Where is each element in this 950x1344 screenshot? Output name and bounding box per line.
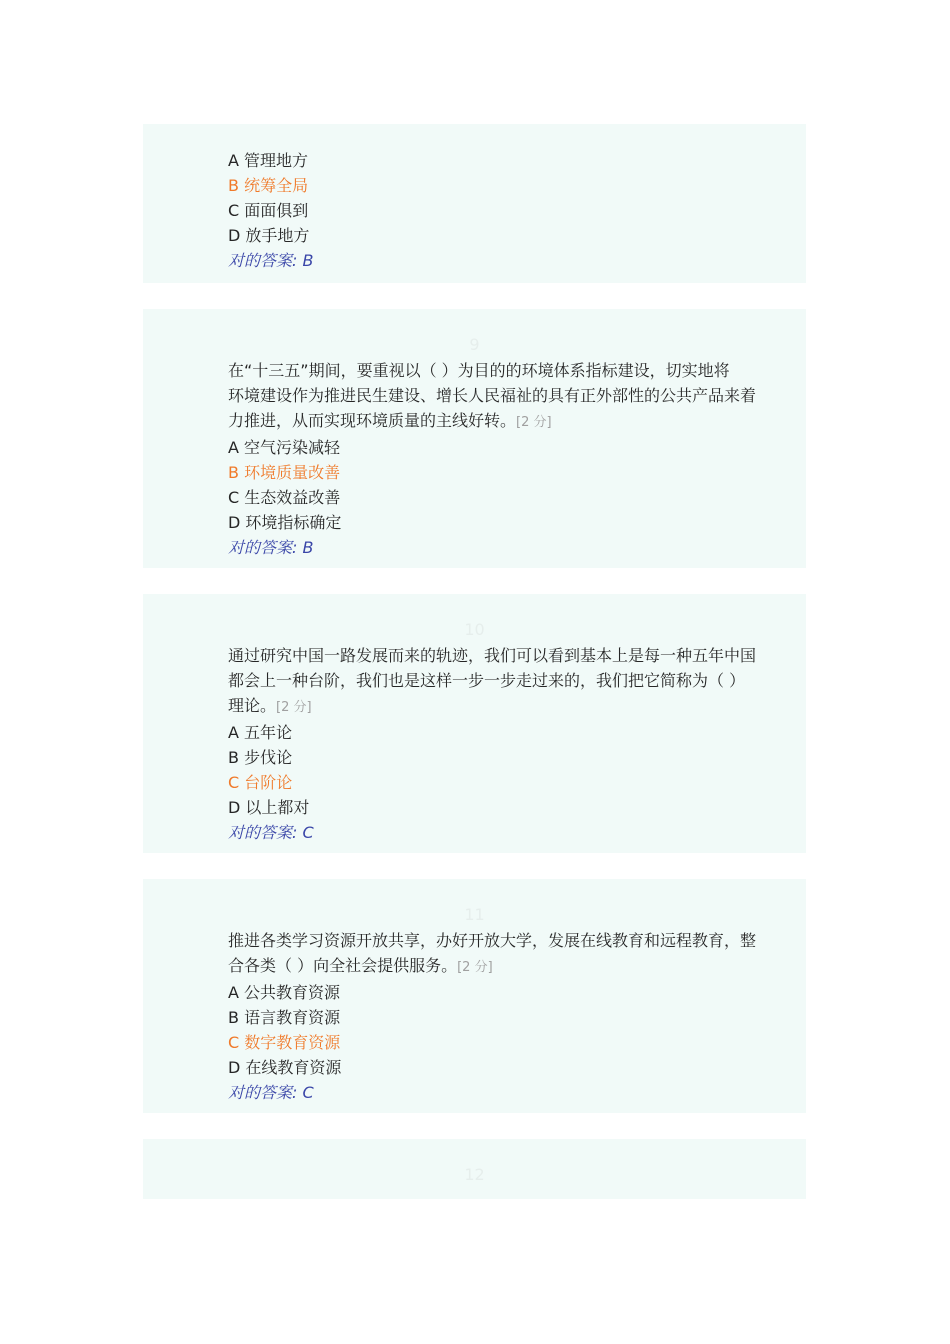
correct-answer: 对的答案: C bbox=[228, 1083, 314, 1102]
option-b-correct[interactable]: B 环境质量改善 bbox=[228, 463, 341, 482]
option-c[interactable]: C 面面俱到 bbox=[228, 201, 309, 220]
question-number: 12 bbox=[464, 1165, 485, 1184]
option-a[interactable]: A 五年论 bbox=[228, 723, 293, 742]
score-label: [2 分] bbox=[457, 960, 493, 975]
question-number: 10 bbox=[464, 620, 485, 639]
question-card-10 bbox=[143, 594, 806, 853]
question-text: 推进各类学习资源开放共享，办好开放大学，发展在线教育和远程教育，整 合各类（ ）向全社会提供服务。[2 分] bbox=[228, 931, 757, 975]
question-number: 11 bbox=[464, 905, 485, 924]
question-card-8 bbox=[143, 124, 806, 283]
option-a[interactable]: A 管理地方 bbox=[228, 151, 309, 170]
question-number: 9 bbox=[469, 335, 480, 354]
question-text: 通过研究中国一路发展而来的轨迹，我们可以看到基本上是每一种五年中国 都会上一种台阶，我们也是这样一步一步走过来的，我们把它简称为（ ） 理论。[2 分] bbox=[228, 646, 757, 715]
correct-answer: 对的答案: C bbox=[228, 823, 314, 842]
option-b[interactable]: B 语言教育资源 bbox=[228, 1008, 341, 1027]
question-card-11 bbox=[143, 879, 806, 1113]
question-card-9 bbox=[143, 309, 806, 568]
option-d[interactable]: D 在线教育资源 bbox=[228, 1058, 342, 1077]
question-card-12 bbox=[143, 1139, 806, 1199]
option-b-correct[interactable]: B 统筹全局 bbox=[228, 176, 309, 195]
correct-answer: 对的答案: B bbox=[228, 538, 314, 557]
question-text: 在“十三五”期间，要重视以（ ）为目的的环境体系指标建设，切实地将 环境建设作为推进民生建设、增长人民福祉的具有正外部性的公共产品来着 力推进，从而实现环境质量的主线好转。[2 分] bbox=[228, 361, 757, 430]
option-c-correct[interactable]: C 数字教育资源 bbox=[228, 1033, 341, 1052]
score-label: [2 分] bbox=[516, 415, 552, 430]
option-d[interactable]: D 环境指标确定 bbox=[228, 513, 342, 532]
score-label: [2 分] bbox=[276, 700, 312, 715]
option-c[interactable]: C 生态效益改善 bbox=[228, 488, 341, 507]
option-c-correct[interactable]: C 台阶论 bbox=[228, 773, 293, 792]
option-a[interactable]: A 空气污染减轻 bbox=[228, 438, 341, 457]
option-a[interactable]: A 公共教育资源 bbox=[228, 983, 341, 1002]
option-d[interactable]: D 以上都对 bbox=[228, 798, 310, 817]
option-d[interactable]: D 放手地方 bbox=[228, 226, 310, 245]
option-b[interactable]: B 步伐论 bbox=[228, 748, 293, 767]
correct-answer: 对的答案: B bbox=[228, 251, 314, 270]
